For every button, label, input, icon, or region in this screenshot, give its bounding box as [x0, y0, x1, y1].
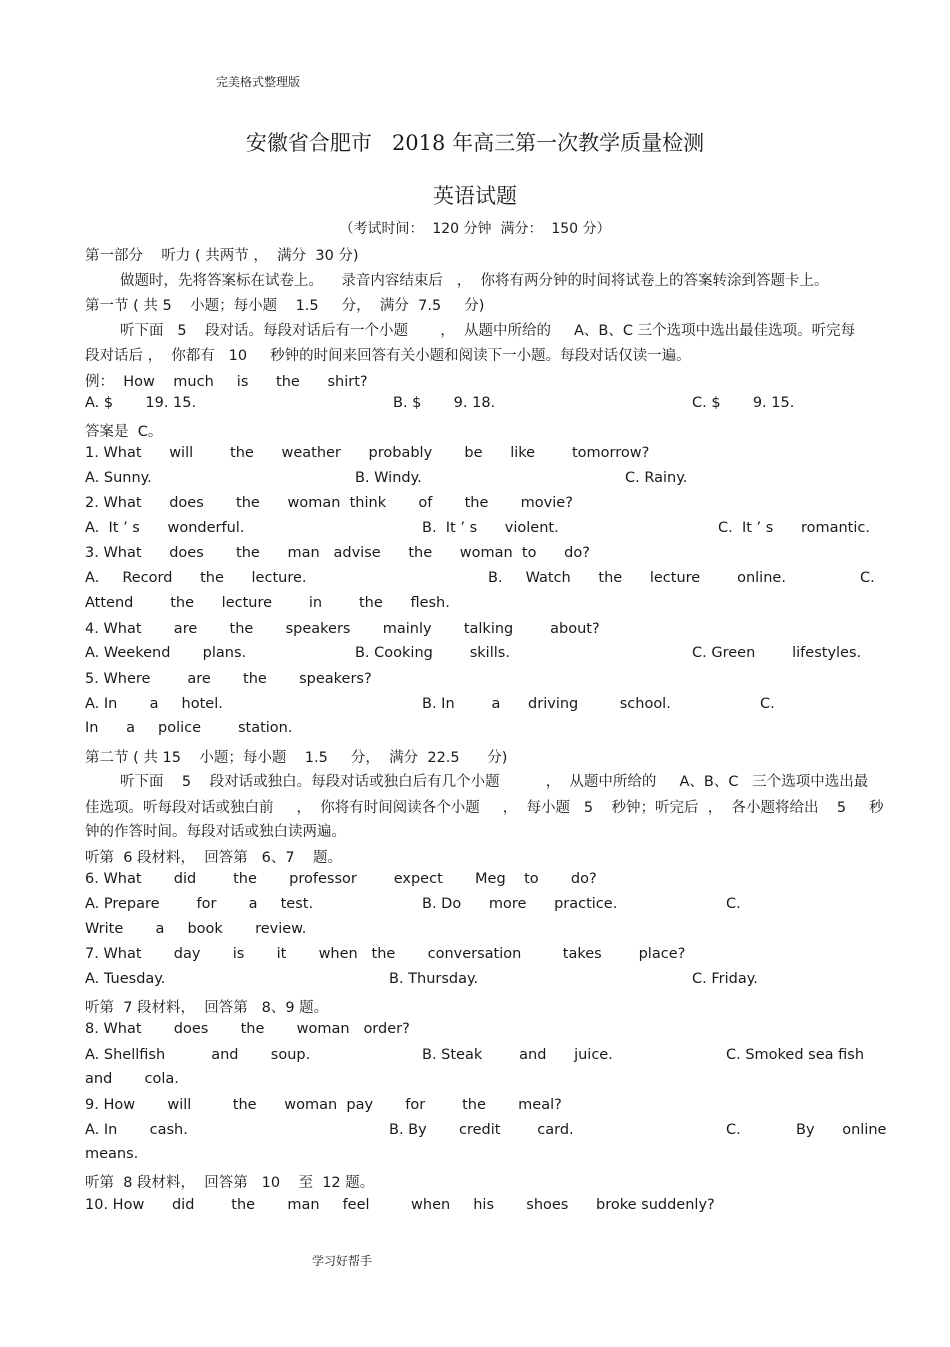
q2-option-a: A. It ’ s wonderful. [85, 520, 245, 536]
section1-instruction-cont: 段对话后 ， 你都有 10 秒钟的时间来回答有关小题和阅读下一小题。每段对话仅读一遍。 [85, 348, 691, 364]
q7-option-b: B. Thursday. [389, 971, 479, 987]
q3-option-c: C. [860, 570, 875, 586]
q9-option-a: A. In cash. [85, 1122, 188, 1138]
q9-option-c: C. By online [726, 1122, 887, 1138]
question-2: 2. What does the woman think of the movie? [85, 495, 573, 511]
example-option-a: A. $ 19. 15. [85, 395, 197, 411]
section2-instruction-end: 钟的作答时间。每段对话或独白读两遍。 [85, 824, 346, 840]
part1-instruction: 做题时，先将答案标在试卷上。 录音内容结束后 ， 你将有两分钟的时间将试卷上的答案转涂到答题卡上。 [120, 273, 829, 289]
q4-option-c: C. Green lifestyles. [692, 645, 862, 661]
q6-option-c-text: Write a book review. [85, 921, 307, 937]
question-10: 10. How did the man feel when his shoes broke suddenly? [85, 1197, 715, 1213]
material-8-heading: 听第 8 段材料， 回答第 10 至 12 题。 [85, 1175, 375, 1191]
section1-heading: 第一节 ( 共 5 小题；每小题 1.5 分， 满分 7.5 分) [85, 298, 485, 314]
example-question: 例： How much is the shirt? [85, 374, 368, 390]
section2-instruction: 听下面 5 段对话或独白。每段对话或独白后有几个小题 ， 从题中所给的 A、B、C 三个选项中选出最 [120, 774, 869, 790]
q6-option-a: A. Prepare for a test. [85, 896, 314, 912]
q4-option-b: B. Cooking skills. [355, 645, 510, 661]
question-1: 1. What will the weather probably be like tomorrow? [85, 445, 650, 461]
q8-option-a: A. Shellfish and soup. [85, 1047, 311, 1063]
question-4: 4. What are the speakers mainly talking about? [85, 621, 600, 637]
section2-instruction-cont: 佳选项。听每段对话或独白前 ， 你将有时间阅读各个小题 ， 每小题 5 秒钟；听完后 ， 各小题将给出 5 秒 [85, 800, 884, 816]
example-option-c: C. $ 9. 15. [692, 395, 795, 411]
exam-info: （考试时间： 120 分钟 满分： 150 分） [339, 221, 611, 237]
q2-option-b: B. It ’ s violent. [422, 520, 559, 536]
q7-option-c: C. Friday. [692, 971, 758, 987]
material-6-heading: 听第 6 段材料， 回答第 6、7 题。 [85, 850, 342, 866]
q1-option-c: C. Rainy. [625, 470, 688, 486]
question-9: 9. How will the woman pay for the meal? [85, 1097, 562, 1113]
question-8: 8. What does the woman order? [85, 1021, 410, 1037]
q8-option-b: B. Steak and juice. [422, 1047, 613, 1063]
document-title: 安徽省合肥市 2018 年高三第一次教学质量检测 [245, 131, 705, 155]
q4-option-a: A. Weekend plans. [85, 645, 247, 661]
q9-option-c-text: means. [85, 1146, 139, 1162]
example-answer: 答案是 C。 [85, 424, 163, 440]
question-7: 7. What day is it when the conversation takes place? [85, 946, 686, 962]
page-header: 完美格式整理版 [216, 75, 301, 89]
part1-heading: 第一部分 听力 ( 共两节 ， 满分 30 分) [85, 248, 359, 264]
document-subtitle: 英语试题 [433, 184, 517, 208]
q9-option-b: B. By credit card. [389, 1122, 574, 1138]
q8-option-c: C. Smoked sea fish [726, 1047, 865, 1063]
q6-option-b: B. Do more practice. [422, 896, 618, 912]
example-option-b: B. $ 9. 18. [393, 395, 496, 411]
question-3: 3. What does the man advise the woman to do? [85, 545, 590, 561]
q5-option-b: B. In a driving school. [422, 696, 671, 712]
q1-option-a: A. Sunny. [85, 470, 152, 486]
q5-option-c-text: In a police station. [85, 720, 293, 736]
material-7-heading: 听第 7 段材料， 回答第 8、9 题。 [85, 1000, 329, 1016]
section1-instruction: 听下面 5 段对话。每段对话后有一个小题 ， 从题中所给的 A、B、C 三个选项中选出最佳选项。听完每 [120, 323, 856, 339]
q3-option-c-text: Attend the lecture in the flesh. [85, 595, 450, 611]
q8-option-c-text: and cola. [85, 1071, 179, 1087]
q5-option-c: C. [760, 696, 775, 712]
q3-option-b: B. Watch the lecture online. [488, 570, 786, 586]
q3-option-a: A. Record the lecture. [85, 570, 307, 586]
page-footer: 学习好帮手 [312, 1254, 373, 1268]
question-6: 6. What did the professor expect Meg to do? [85, 871, 597, 887]
q7-option-a: A. Tuesday. [85, 971, 166, 987]
section2-heading: 第二节 ( 共 15 小题；每小题 1.5 分， 满分 22.5 分) [85, 750, 508, 766]
q1-option-b: B. Windy. [355, 470, 422, 486]
question-5: 5. Where are the speakers? [85, 671, 372, 687]
q2-option-c: C. It ’ s romantic. [718, 520, 870, 536]
q6-option-c: C. [726, 896, 741, 912]
q5-option-a: A. In a hotel. [85, 696, 223, 712]
